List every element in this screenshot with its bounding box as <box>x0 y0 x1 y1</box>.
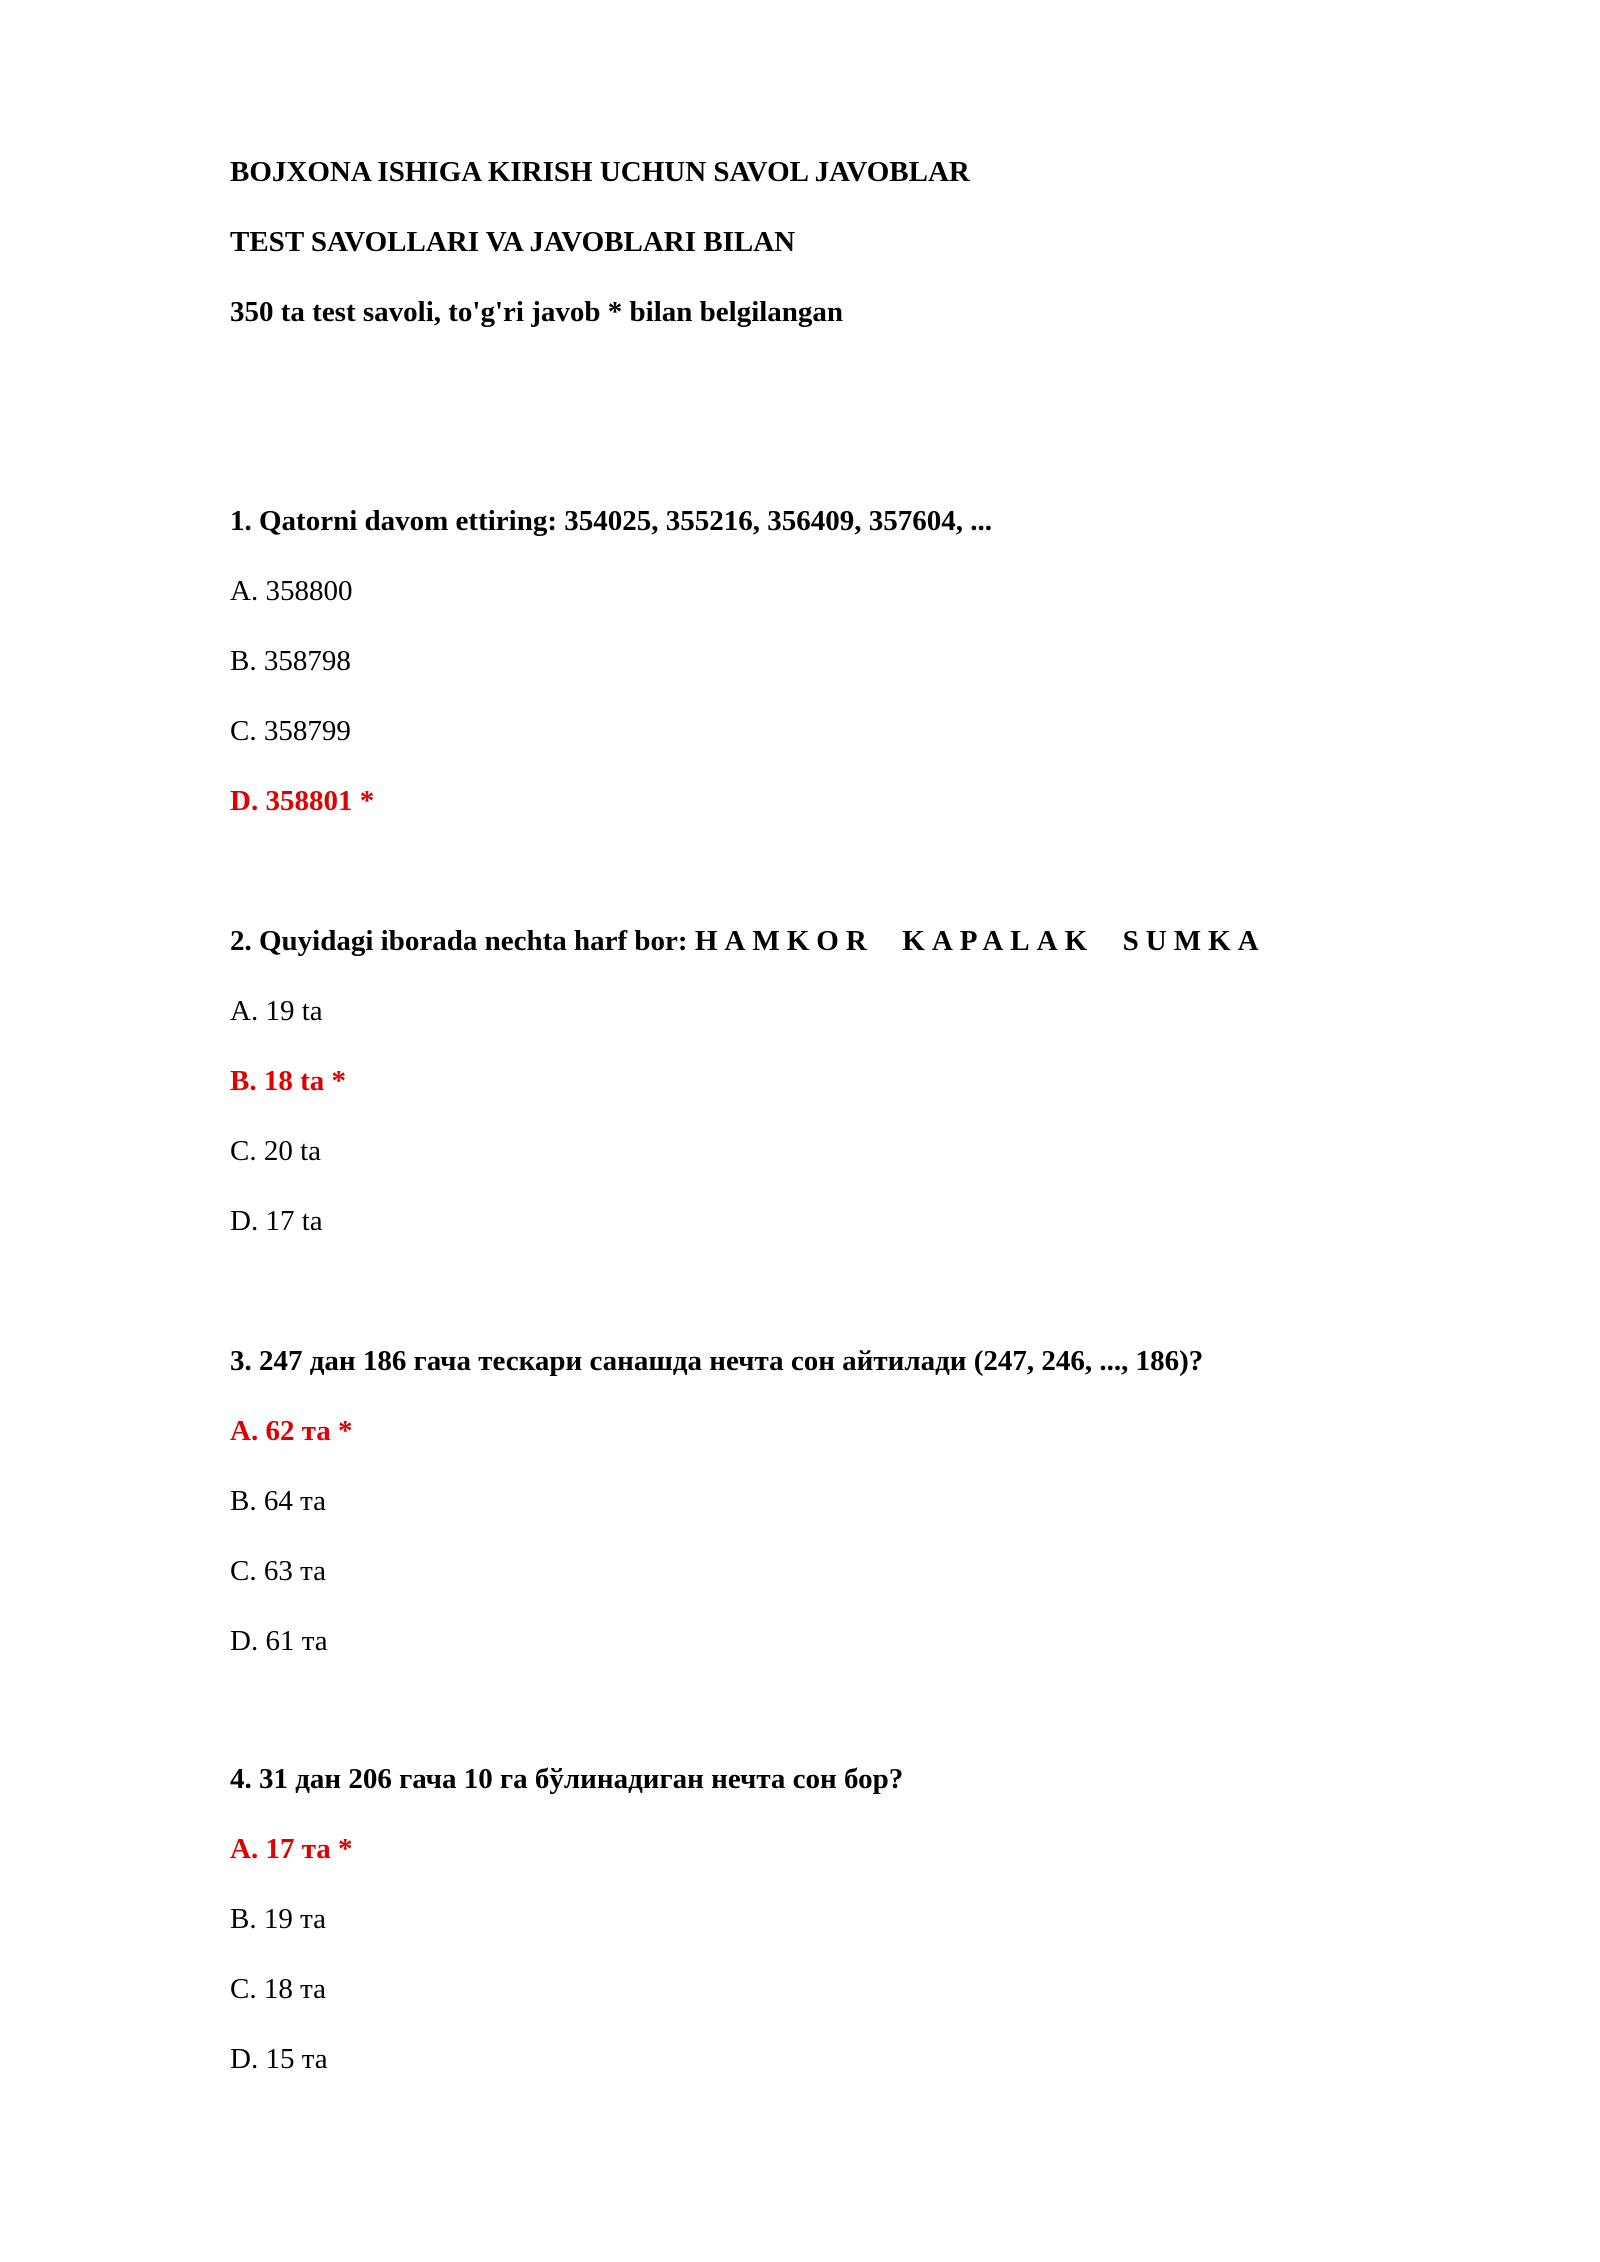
answer-option: A. 19 ta <box>230 995 323 1027</box>
question-text-prefix: 2. Quyidagi iborada nechta harf bor: <box>230 925 695 957</box>
answer-option: D. 61 та <box>230 1625 328 1657</box>
document-note: 350 ta test savoli, to'g'ri javob * bilan belgilangan <box>230 296 844 328</box>
letter-phrase: HAMKOR KAPALAK SUMKA <box>694 925 1266 957</box>
answer-option: C. 20 ta <box>230 1135 322 1167</box>
answer-option: C. 63 та <box>230 1555 326 1587</box>
correct-answer-option: B. 18 ta * <box>230 1065 346 1097</box>
question-text: 4. 31 дан 206 гача 10 га бўлинадиган нечта сон бор? <box>230 1763 904 1795</box>
answer-option: D. 17 ta <box>230 1205 323 1237</box>
question-text: 3. 247 дан 186 гача тескари санашда нечта сон айтилади (247, 246, ..., 186)? <box>230 1345 1204 1377</box>
answer-option: B. 19 та <box>230 1903 326 1935</box>
correct-answer-option: A. 62 та * <box>230 1415 353 1447</box>
correct-answer-option: A. 17 та * <box>230 1833 353 1865</box>
answer-option: B. 64 та <box>230 1485 326 1517</box>
answer-option: A. 358800 <box>230 575 353 607</box>
document-subtitle: TEST SAVOLLARI VA JAVOBLARI BILAN <box>230 226 796 258</box>
question-text: 1. Qatorni davom ettiring: 354025, 355216, 356409, 357604, ... <box>230 505 993 537</box>
answer-option: D. 15 та <box>230 2043 328 2075</box>
answer-option: B. 358798 <box>230 645 351 677</box>
answer-option: C. 18 та <box>230 1973 326 2005</box>
question-text <box>230 923 1266 959</box>
answer-option: C. 358799 <box>230 715 351 747</box>
document-title: BOJXONA ISHIGA KIRISH UCHUN SAVOL JAVOBLAR <box>230 156 970 188</box>
correct-answer-option: D. 358801 * <box>230 785 375 817</box>
